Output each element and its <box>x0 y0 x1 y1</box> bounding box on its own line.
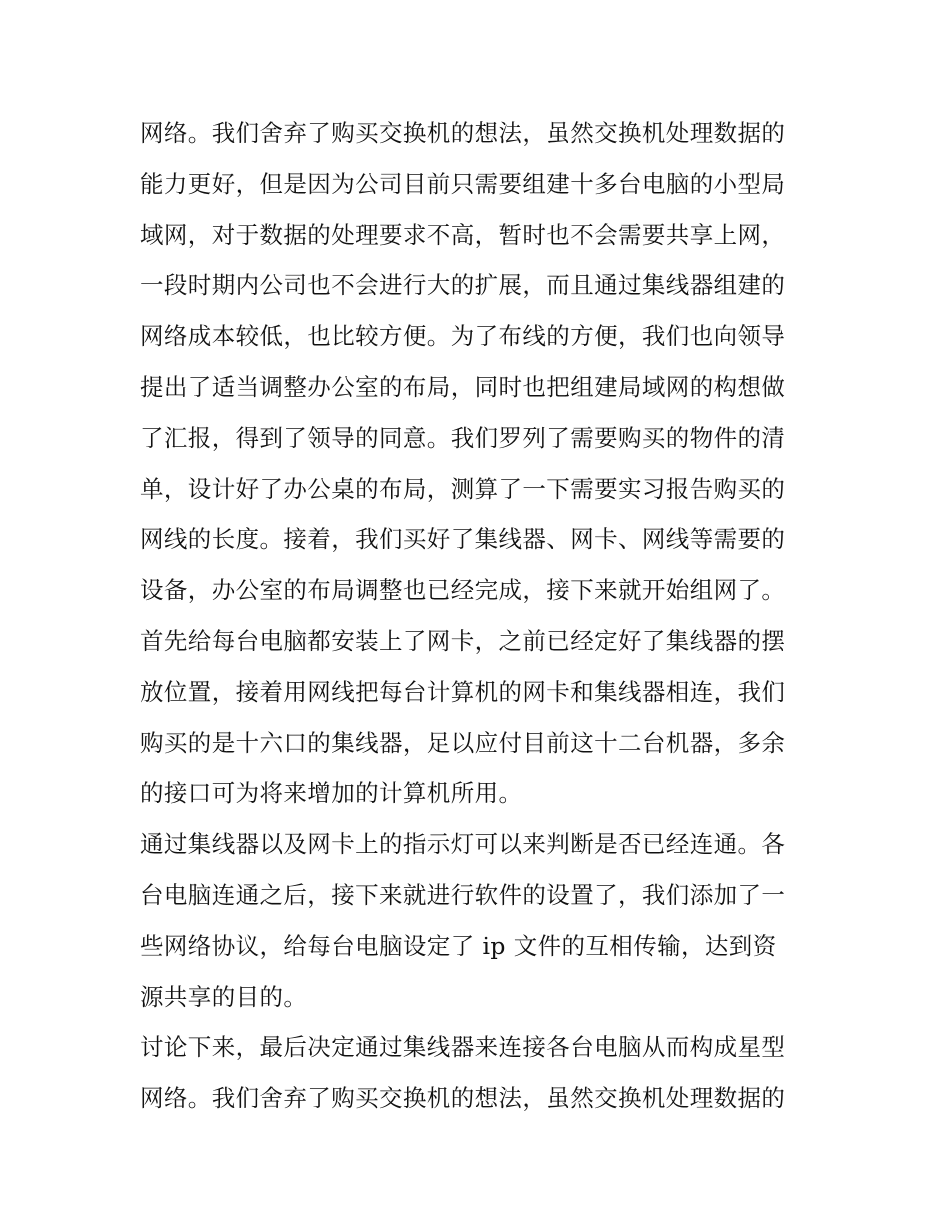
text-line: 讨论下来，最后决定通过集线器来连接各台电脑从而构成星型 <box>140 1033 786 1062</box>
text-line: 一段时期内公司也不会进行大的扩展，而且通过集线器组建的 <box>140 271 786 300</box>
text-line: 设备，办公室的布局调整也已经完成，接下来就开始组网了。 <box>140 576 786 605</box>
text-line: 提出了适当调整办公室的布局，同时也把组建局域网的构想做 <box>140 372 786 401</box>
text-line: 放位置，接着用网线把每台计算机的网卡和集线器相连，我们 <box>140 677 786 706</box>
text-line: 网络。我们舍弃了购买交换机的想法，虽然交换机处理数据的 <box>140 1084 786 1113</box>
text-line: 购买的是十六口的集线器，足以应付目前这十二台机器，多余 <box>140 728 786 757</box>
text-line: 些网络协议，给每台电脑设定了 ip 文件的互相传输，达到资 <box>140 931 777 960</box>
text-line: 网络。我们舍弃了购买交换机的想法，虽然交换机处理数据的 <box>140 119 786 147</box>
text-line: 的接口可为将来增加的计算机所用。 <box>140 779 523 808</box>
text-line: 域网，对于数据的处理要求不高，暂时也不会需要共享上网， <box>140 220 786 249</box>
text-line: 能力更好，但是因为公司目前只需要组建十多台电脑的小型局 <box>140 169 786 198</box>
text-line: 网线的长度。接着，我们买好了集线器、网卡、网线等需要的 <box>140 525 786 554</box>
text-line: 了汇报，得到了领导的同意。我们罗列了需要购买的物件的清 <box>140 423 786 452</box>
text-line: 首先给每台电脑都安装上了网卡，之前已经定好了集线器的摆 <box>140 626 786 655</box>
text-line: 单，设计好了办公桌的布局，测算了一下需要实习报告购买的 <box>140 474 786 503</box>
text-line: 网络成本较低，也比较方便。为了布线的方便，我们也向领导 <box>140 322 786 351</box>
body-text <box>140 108 820 1124</box>
text-line: 源共享的目的。 <box>140 982 308 1011</box>
text-line: 台电脑连通之后，接下来就进行软件的设置了，我们添加了一 <box>140 880 786 909</box>
text-line: 通过集线器以及网卡上的指示灯可以来判断是否已经连通。各 <box>140 830 786 859</box>
